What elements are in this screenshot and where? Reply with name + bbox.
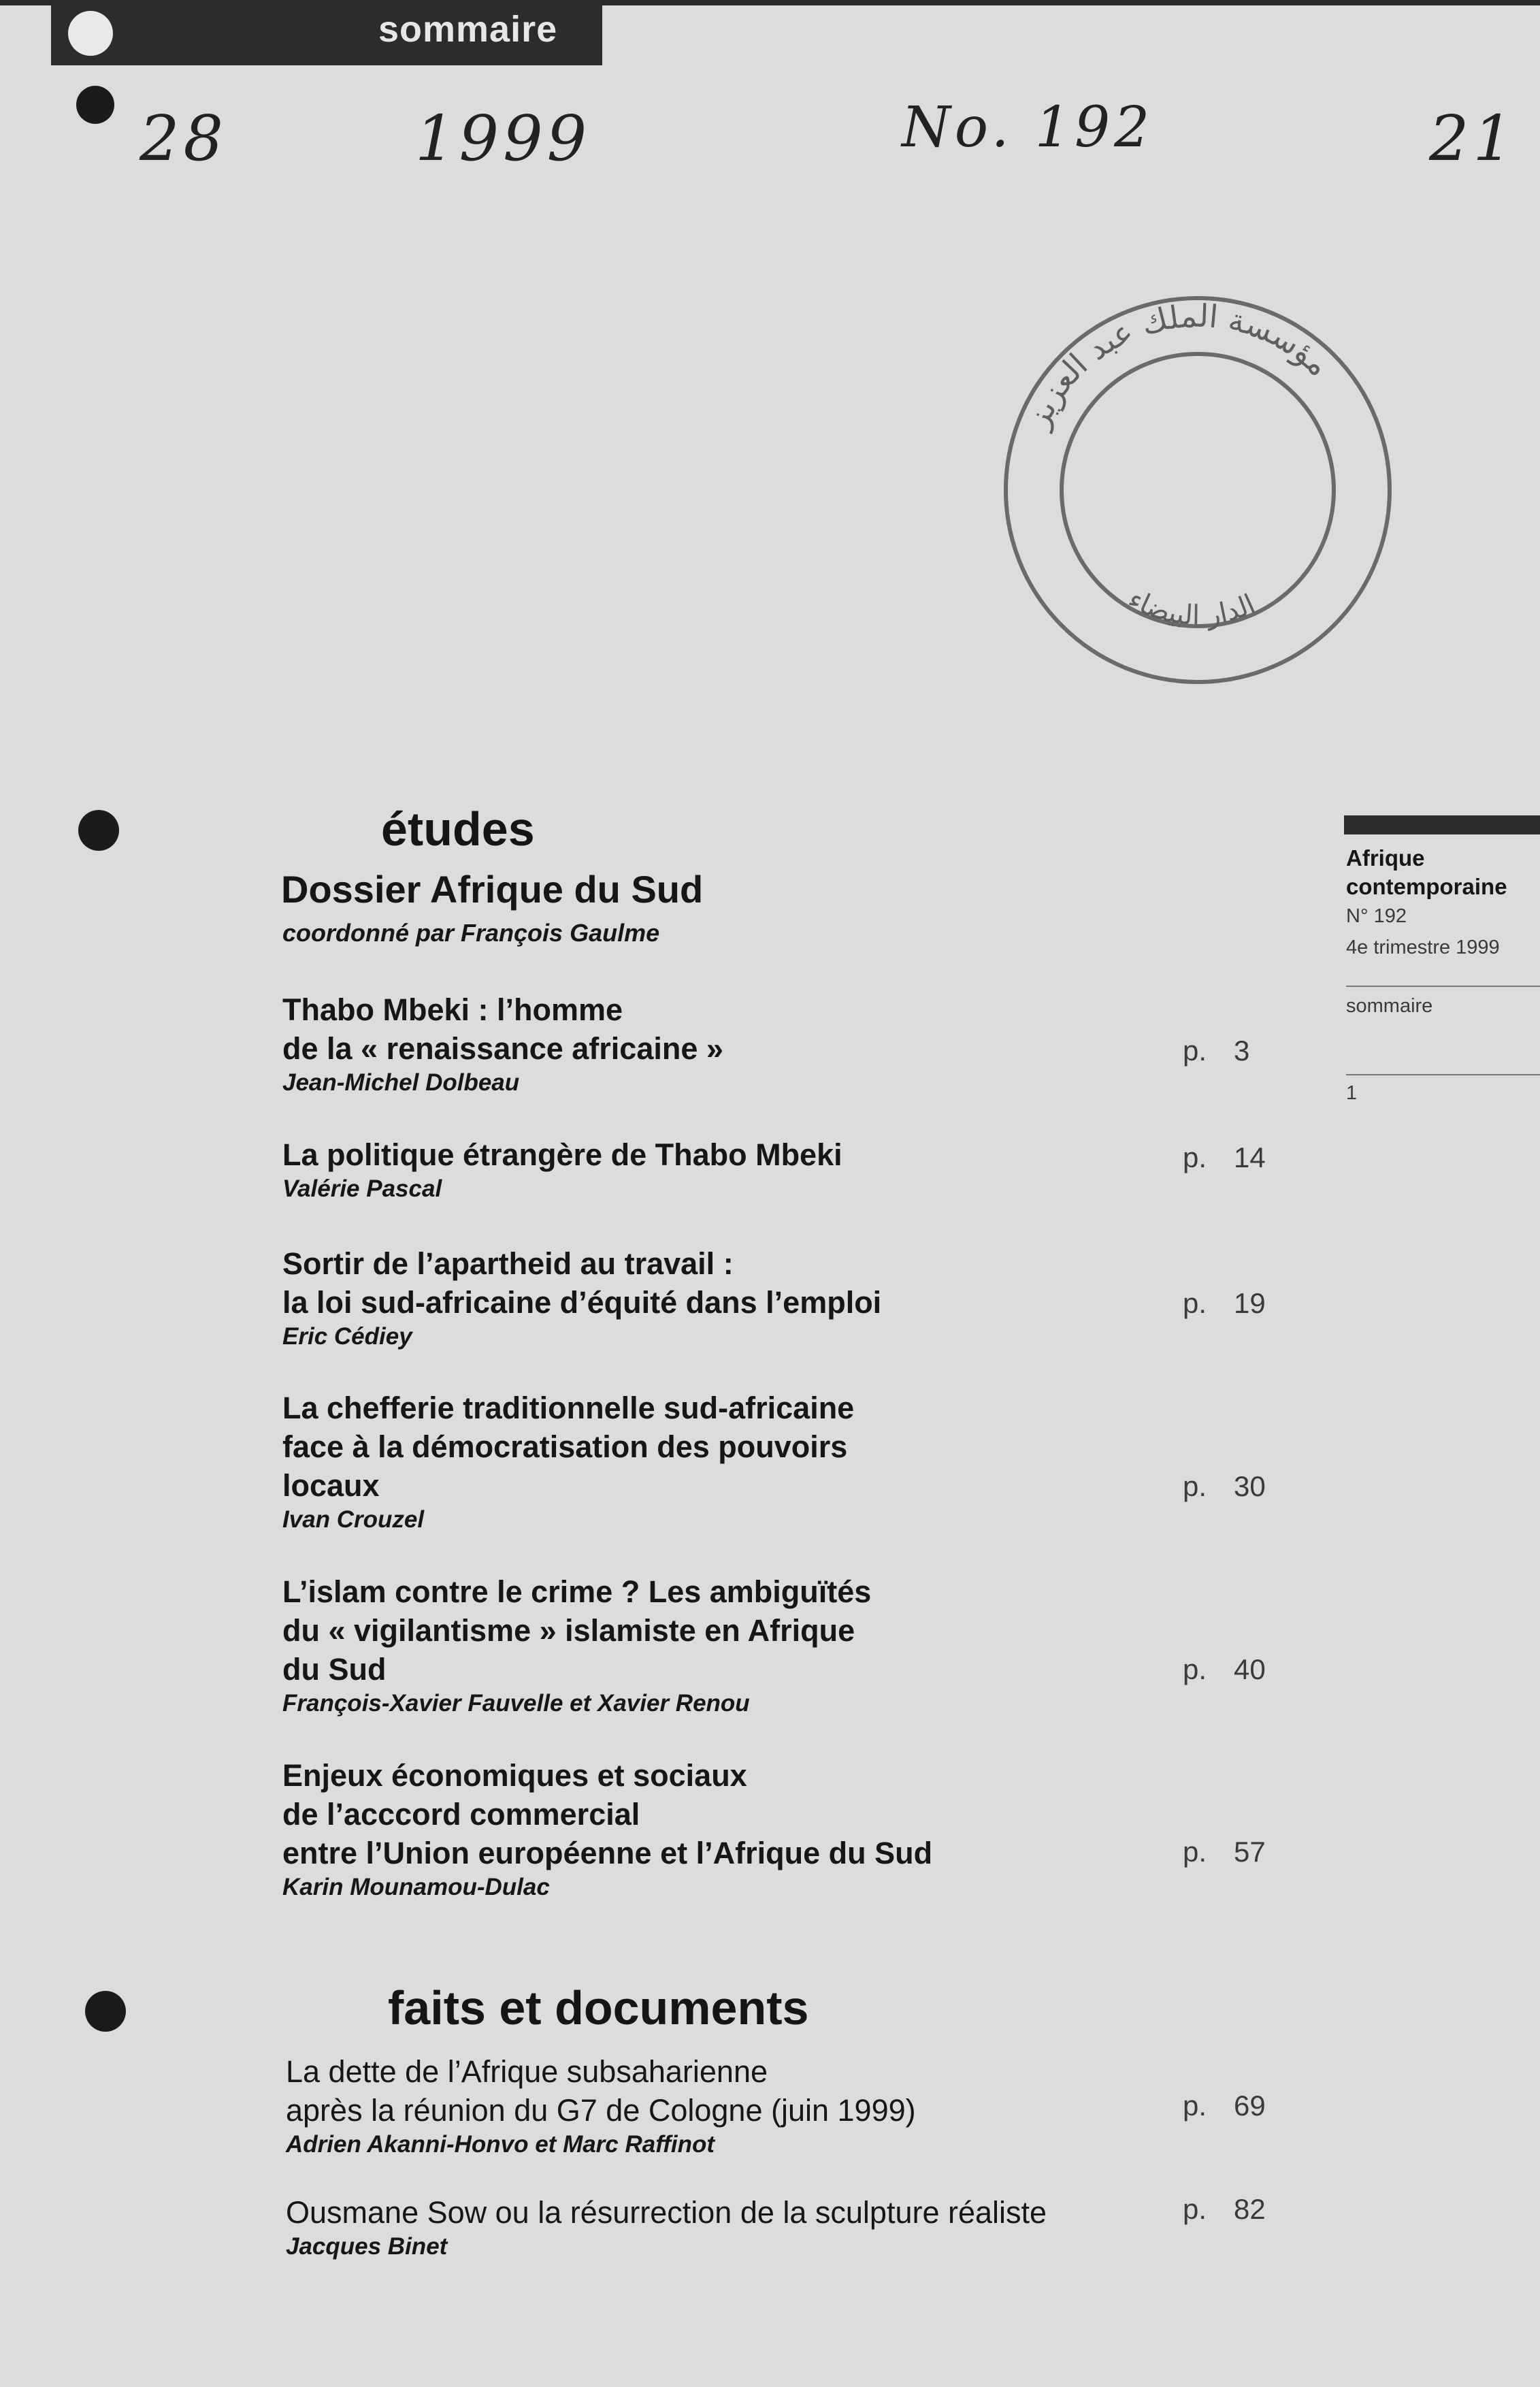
page-prefix: p.: [1183, 1141, 1207, 1173]
handwritten-year: 1999: [415, 102, 591, 175]
sidebar-rule: [1346, 1074, 1540, 1075]
page-prefix: p.: [1183, 1287, 1207, 1319]
dossier-title: Dossier Afrique du Sud: [281, 868, 704, 911]
article-author: Ivan Crouzel: [282, 1506, 425, 1533]
page-prefix: p.: [1183, 1470, 1207, 1502]
page-prefix: p.: [1183, 2090, 1207, 2122]
page-number: 14: [1234, 1141, 1266, 1173]
page-number: 19: [1234, 1287, 1266, 1319]
page-number: 40: [1234, 1653, 1266, 1685]
handwritten-dot-icon: [76, 86, 114, 124]
page-number: 69: [1234, 2090, 1266, 2122]
header-dot-icon: [68, 11, 113, 56]
section-bullet-icon: [78, 810, 119, 851]
article-title: La chefferie traditionnelle sud-africaine face à la démocratisation des pouvoirs locaux: [282, 1391, 855, 1503]
article-author: Jacques Binet: [286, 2233, 448, 2260]
section-heading-etudes: études: [381, 802, 535, 856]
article-title: La politique étrangère de Thabo Mbeki: [282, 1137, 842, 1172]
page-number: 30: [1234, 1470, 1266, 1502]
page-number: 3: [1234, 1035, 1250, 1067]
sidebar-bar: [1344, 815, 1540, 834]
page-prefix: p.: [1183, 1653, 1207, 1685]
article-title: Ousmane Sow ou la résurrection de la sculpture réaliste: [286, 2195, 1047, 2230]
page-reference: [1183, 1836, 1285, 1868]
handwritten-code: 21: [1429, 102, 1518, 175]
handwritten-number: 28: [140, 102, 228, 175]
toc-entry[interactable]: [282, 1756, 1126, 1901]
sidebar-quarter: 4e trimestre 1999: [1346, 937, 1500, 958]
toc-entry[interactable]: [282, 1244, 1126, 1350]
page-prefix: p.: [1183, 1836, 1207, 1868]
page-number: 82: [1234, 2193, 1266, 2225]
article-author: Karin Mounamou-Dulac: [282, 1874, 550, 1900]
stamp-bottom-text: الدار البيضاء: [1123, 583, 1260, 632]
sidebar-section: sommaire: [1346, 995, 1433, 1017]
page-reference: [1183, 1035, 1285, 1067]
article-author: François-Xavier Fauvelle et Xavier Renou: [282, 1690, 750, 1717]
toc-entry[interactable]: [282, 1389, 1126, 1533]
sidebar-rule: [1346, 986, 1540, 987]
page-number: 57: [1234, 1836, 1266, 1868]
page-reference: [1183, 1287, 1285, 1320]
page-prefix: p.: [1183, 1035, 1207, 1067]
header-label: sommaire: [378, 9, 558, 50]
article-title: L’islam contre le crime ? Les ambiguïtés du « vigilantisme » islamiste en Afrique du Sud: [282, 1574, 872, 1687]
sidebar-page-number: 1: [1346, 1082, 1358, 1104]
article-author: Jean-Michel Dolbeau: [282, 1069, 520, 1096]
article-author: Adrien Akanni-Honvo et Marc Raffinot: [286, 2131, 715, 2158]
library-stamp: [994, 286, 1402, 694]
toc-entry[interactable]: [282, 1572, 1126, 1717]
sidebar-journal-title: Afrique contemporaine: [1346, 845, 1507, 899]
article-author: Valérie Pascal: [282, 1175, 442, 1202]
page-prefix: p.: [1183, 2193, 1207, 2225]
toc-entry[interactable]: [282, 1135, 1126, 1203]
page-reference: [1183, 2090, 1285, 2122]
page-reference: [1183, 1470, 1285, 1503]
toc-entry[interactable]: [286, 2052, 1130, 2158]
article-title: La dette de l’Afrique subsaharienne après la réunion du G7 de Cologne (juin 1999): [286, 2054, 916, 2128]
handwritten-issue: No. 192: [902, 95, 1154, 160]
page-reference: [1183, 1653, 1285, 1686]
article-title: Thabo Mbeki : l’homme de la « renaissance africaine »: [282, 992, 723, 1066]
page-reference: [1183, 2193, 1285, 2226]
sidebar-issue: N° 192: [1346, 905, 1407, 927]
page-reference: [1183, 1141, 1285, 1174]
toc-entry[interactable]: [286, 2193, 1170, 2260]
toc-entry[interactable]: [282, 990, 1126, 1097]
article-title: Enjeux économiques et sociaux de l’acccord commercial entre l’Union européenne et l’Afrique du Sud: [282, 1758, 933, 1870]
stamp-top-text: مؤسسة الملك عبد العزيز: [1019, 297, 1337, 434]
article-title: Sortir de l’apartheid au travail : la loi sud-africaine d’équité dans l’emploi: [282, 1246, 882, 1320]
section-bullet-icon: [85, 1991, 126, 2032]
dossier-coordinator: coordonné par François Gaulme: [282, 919, 660, 947]
section-heading-faits: faits et documents: [388, 1981, 809, 2034]
article-author: Eric Cédiey: [282, 1323, 412, 1350]
